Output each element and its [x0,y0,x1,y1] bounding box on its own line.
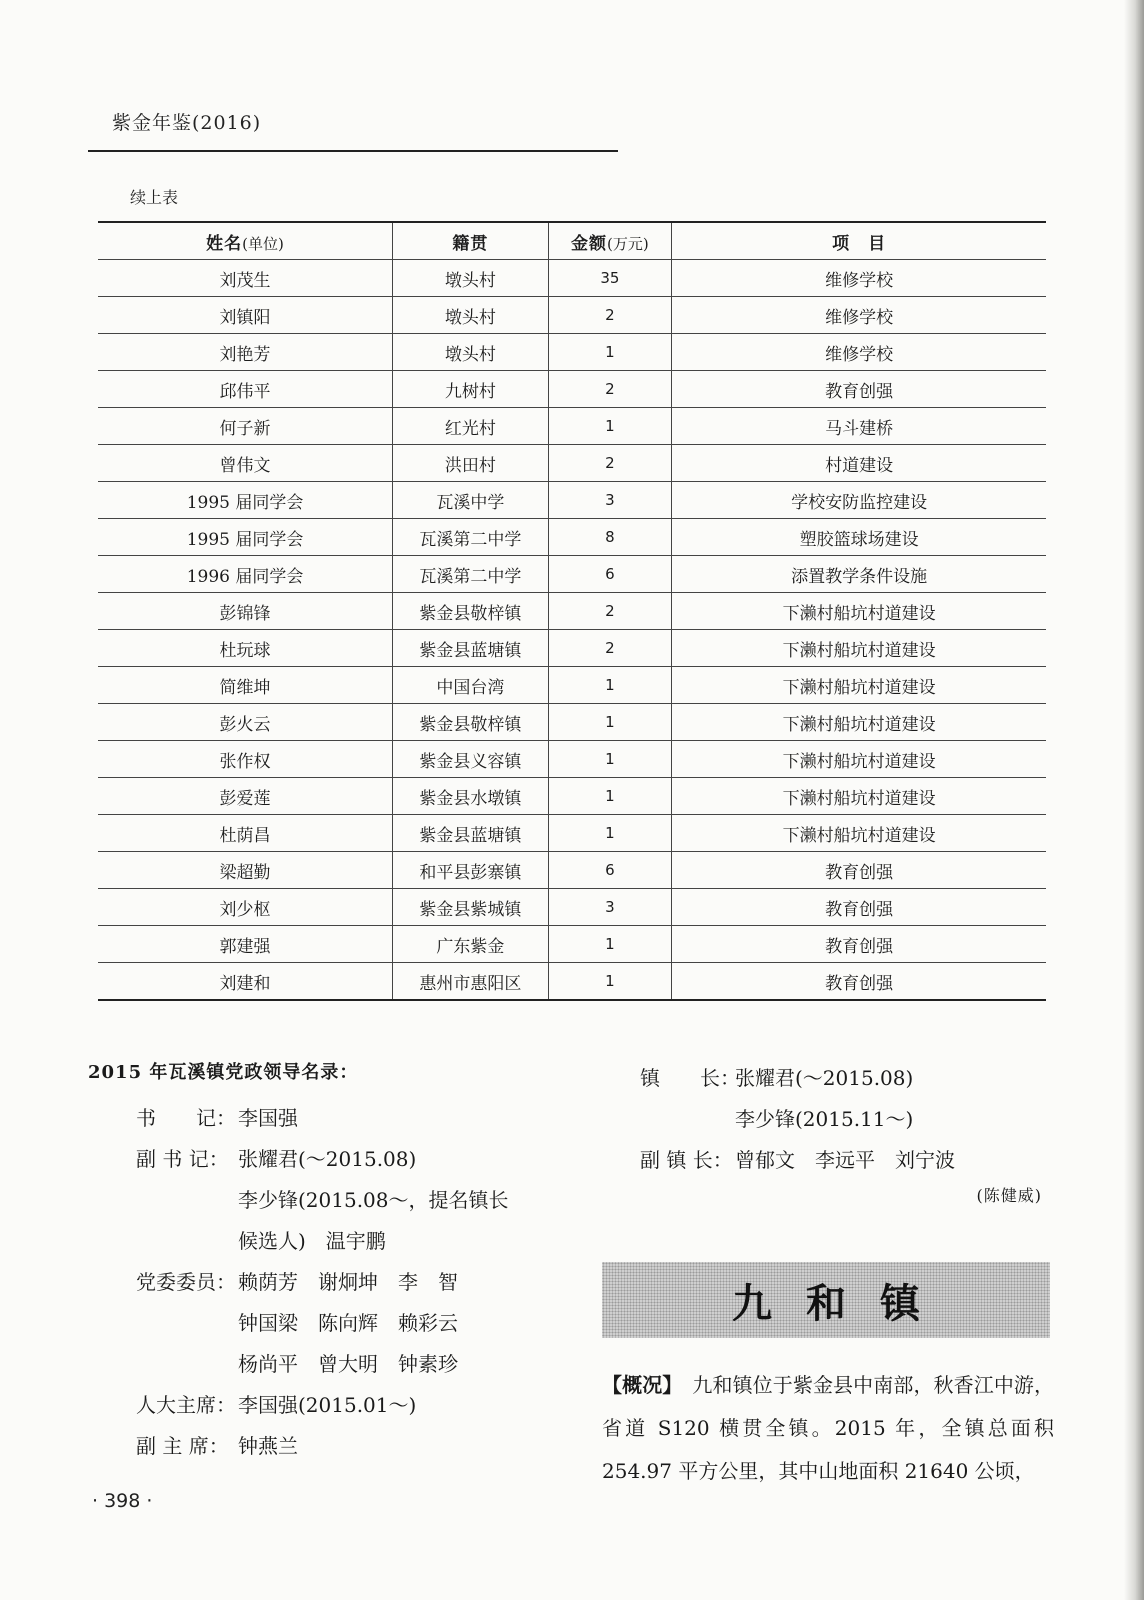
table-row [98,556,1046,593]
running-head: 紫金年鉴(2016) [112,112,262,134]
cell-origin: 紫金县蓝塘镇 [393,815,549,852]
role-label: 副 镇 长： [640,1148,733,1172]
cell-name: 张作权 [98,741,393,778]
cell-origin: 紫金县敬梓镇 [393,593,549,630]
cell-amount: 8 [548,519,672,556]
page-number: · 398 · [92,1490,153,1512]
cell-name: 曾伟文 [98,445,393,482]
leader-row-continued [88,1303,568,1344]
role-label: 副 主 席： [136,1434,229,1458]
cell-origin: 紫金县水墩镇 [393,778,549,815]
leader-row-vice-chair [88,1426,568,1467]
cell-origin: 瓦溪第二中学 [393,519,549,556]
cell-name: 刘建和 [98,963,393,1001]
table-row [98,630,1046,667]
role-label: 副 书 记： [136,1147,229,1171]
table-header-row [98,222,1046,260]
cell-amount: 2 [548,445,672,482]
header-amount: 金额(万元) [548,222,672,260]
donations-table [98,221,1046,1001]
table-row [98,260,1046,297]
section-title-banner [602,1262,1050,1338]
cell-project: 下濑村船坑村道建设 [672,815,1046,852]
leader-row-continued [88,1221,568,1262]
leader-row-npc-chair [88,1385,568,1426]
cell-origin: 紫金县蓝塘镇 [393,630,549,667]
cell-name: 何子新 [98,408,393,445]
cell-origin: 九树村 [393,371,549,408]
cell-name: 彭火云 [98,704,393,741]
role-label: 书 记： [136,1106,236,1130]
cell-project: 教育创强 [672,852,1046,889]
cell-project: 添置教学条件设施 [672,556,1046,593]
table-row [98,482,1046,519]
table-body [98,260,1046,1001]
cell-name: 简维坤 [98,667,393,704]
leader-row-secretary [88,1098,568,1139]
leader-row-deputy-secretary [88,1139,568,1180]
table-row [98,963,1046,1001]
cell-amount: 1 [548,963,672,1001]
cell-project: 下濑村船坑村道建设 [672,741,1046,778]
cell-name: 彭爱莲 [98,778,393,815]
cell-project: 下濑村船坑村道建设 [672,667,1046,704]
leaders-heading: 2015 年瓦溪镇党政领导名录： [88,1062,359,1083]
header-project: 项 目 [672,222,1046,260]
cell-name: 杜玩球 [98,630,393,667]
leader-names: 曾郁文 李远平 刘宁波 [735,1148,955,1172]
cell-project: 维修学校 [672,260,1046,297]
leader-names: 李国强 [238,1106,298,1130]
cell-name: 杜荫昌 [98,815,393,852]
cell-name: 1996 届同学会 [98,556,393,593]
leader-names: 杨尚平 曾大明 钟素珍 [238,1352,458,1376]
leaders-list [88,1058,568,1467]
leader-names: 赖荫芳 谢炯坤 李 智 [238,1270,458,1294]
cell-amount: 1 [548,778,672,815]
cell-amount: 1 [548,815,672,852]
leader-names: 钟国梁 陈向辉 赖彩云 [238,1311,458,1335]
header-name: 姓名(单位) [98,222,393,260]
table-row [98,852,1046,889]
cell-name: 彭锦锋 [98,593,393,630]
leader-names: 李少锋(2015.11～) [735,1107,914,1131]
cell-project: 下濑村船坑村道建设 [672,593,1046,630]
cell-name: 刘艳芳 [98,334,393,371]
cell-name: 刘少枢 [98,889,393,926]
table-row [98,371,1046,408]
author-credit: (陈健威) [976,1186,1042,1205]
cell-name: 梁超勤 [98,852,393,889]
section-title: 九和镇 [732,1279,954,1327]
cell-project: 教育创强 [672,889,1046,926]
leader-names: 张耀君(～2015.08) [238,1147,417,1171]
cell-amount: 6 [548,852,672,889]
cell-project: 塑胶篮球场建设 [672,519,1046,556]
cell-origin: 瓦溪第二中学 [393,556,549,593]
cell-origin: 紫金县紫城镇 [393,889,549,926]
table-row [98,741,1046,778]
cell-origin: 和平县彭寨镇 [393,852,549,889]
cell-origin: 洪田村 [393,445,549,482]
table-row [98,889,1046,926]
leaders-list-right [640,1058,1050,1206]
leader-row-deputy-mayor [640,1140,1050,1181]
table-row [98,519,1046,556]
cell-project: 教育创强 [825,973,894,994]
cell-amount: 1 [548,704,672,741]
cell-project: 马斗建桥 [672,408,1046,445]
role-label: 镇 长： [640,1066,740,1090]
cell-amount: 1 [548,667,672,704]
leader-names: 张耀君(～2015.08) [735,1066,914,1090]
cell-project: 学校安防监控建设 [672,482,1046,519]
cell-origin: 中国台湾 [393,667,549,704]
cell-origin: 紫金县敬梓镇 [393,704,549,741]
header-rule [88,150,618,152]
table-row [98,334,1046,371]
leader-row-continued [88,1344,568,1385]
leader-names: 钟燕兰 [238,1434,298,1458]
cell-amount: 2 [548,593,672,630]
overview-paragraph [602,1364,1054,1493]
header-origin: 籍贯 [393,222,549,260]
cell-amount: 35 [548,260,672,297]
cell-amount: 3 [548,889,672,926]
table-row [98,926,1046,963]
cell-amount: 2 [548,371,672,408]
table-row [98,815,1046,852]
cell-project: 下濑村船坑村道建设 [672,704,1046,741]
cell-project: 维修学校 [672,334,1046,371]
cell-amount: 3 [548,482,672,519]
cell-amount: 6 [548,556,672,593]
table-row [98,667,1046,704]
table-row [98,408,1046,445]
continued-note: 续上表 [130,188,179,207]
leader-row-mayor [640,1058,1050,1099]
overview-text: 九和镇位于紫金县中南部，秋香江中游，省道 S120 横贯全镇。2015 年，全镇总面积 254.97 平方公里，其中山地面积 21640 公顷， [602,1373,1055,1483]
cell-project: 村道建设 [672,445,1046,482]
cell-name: 刘茂生 [98,260,393,297]
cell-project: 教育创强 [672,371,1046,408]
table-row [98,778,1046,815]
cell-amount: 2 [548,297,672,334]
leader-names: 李少锋(2015.08～，提名镇长 [238,1188,509,1212]
cell-origin: 惠州市惠阳区 [393,963,549,1001]
cell-name: 1995 届同学会 [98,482,393,519]
cell-name: 刘镇阳 [98,297,393,334]
cell-amount: 1 [548,741,672,778]
leader-row-committee [88,1262,568,1303]
overview-lead: 【概况】 [602,1373,683,1397]
role-label: 党委委员： [136,1270,236,1294]
cell-origin: 墩头村 [393,334,549,371]
cell-amount: 1 [548,926,672,963]
cell-origin: 广东紫金 [393,926,549,963]
cell-project: 下濑村船坑村道建设 [672,630,1046,667]
cell-origin: 瓦溪中学 [393,482,549,519]
table-row [98,704,1046,741]
cell-origin: 紫金县义容镇 [393,741,549,778]
cell-amount: 1 [548,334,672,371]
cell-amount: 2 [548,630,672,667]
cell-origin: 红光村 [393,408,549,445]
leader-names: 候选人) 温宇鹏 [238,1229,386,1253]
cell-name: 邱伟平 [98,371,393,408]
leader-row-continued [640,1099,1050,1140]
table-row [98,593,1046,630]
role-label: 人大主席： [136,1393,236,1417]
cell-project: 下濑村船坑村道建设 [672,778,1046,815]
leader-names: 李国强(2015.01～) [238,1393,417,1417]
cell-origin: 墩头村 [393,297,549,334]
cell-project: 教育创强 [672,926,1046,963]
cell-name: 郭建强 [98,926,393,963]
cell-name: 1995 届同学会 [98,519,393,556]
scan-edge [1124,0,1144,1600]
cell-project: 维修学校 [672,297,1046,334]
table-row [98,297,1046,334]
leader-row-continued [88,1180,568,1221]
table-row [98,445,1046,482]
cell-origin: 墩头村 [393,260,549,297]
cell-amount: 1 [548,408,672,445]
